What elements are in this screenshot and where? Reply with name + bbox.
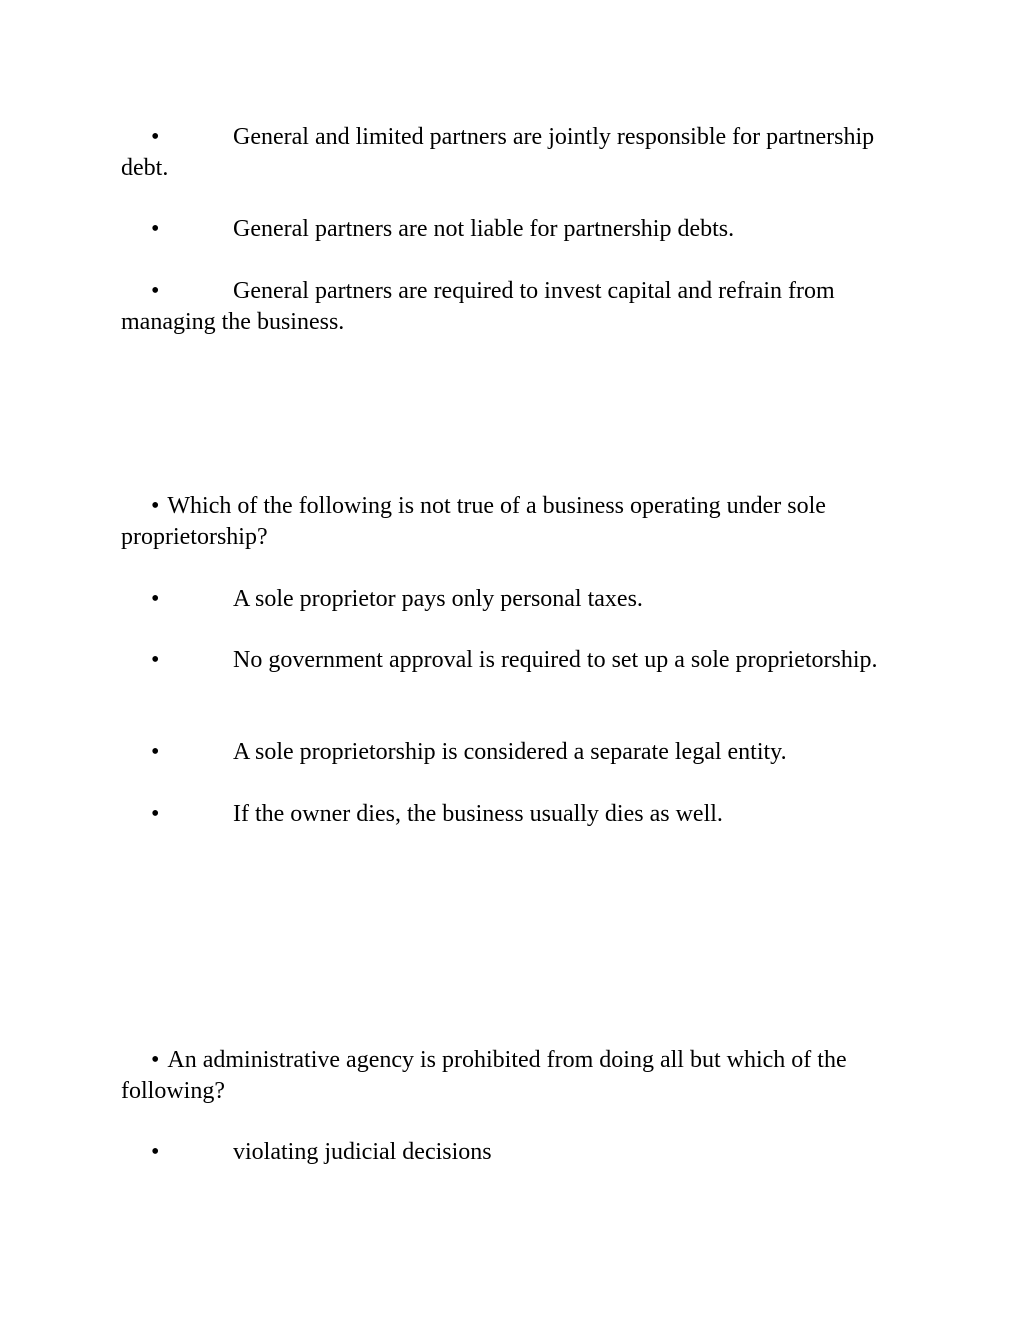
option-text: If the owner dies, the business usually dies as well. [233, 801, 723, 827]
option-text: General and limited partners are jointly responsible for partnership debt. [121, 124, 875, 181]
bullet: • [151, 1139, 160, 1165]
bullet: • [151, 739, 160, 765]
answer-option [121, 122, 911, 184]
option-text: A sole proprietor pays only personal taxes. [233, 586, 643, 612]
bullet: • [151, 647, 160, 673]
bullet: • [151, 493, 160, 519]
answer-option [121, 1137, 911, 1168]
option-text: A sole proprietorship is considered a separate legal entity. [233, 739, 787, 765]
question-body: An administrative agency is prohibited from doing all but which of the following? [121, 1047, 847, 1104]
bullet: • [151, 801, 160, 827]
bullet: • [151, 124, 160, 150]
answer-option [121, 214, 911, 245]
answer-option [121, 584, 911, 615]
question-text [121, 491, 911, 553]
bullet: • [151, 216, 160, 242]
answer-option [121, 645, 911, 676]
bullet: • [151, 278, 160, 304]
bullet: • [151, 1047, 160, 1073]
option-text: violating judicial decisions [233, 1139, 492, 1165]
question-body: Which of the following is not true of a business operating under sole proprietorship? [121, 493, 826, 550]
option-text: General partners are required to invest capital and refrain from managing the business. [121, 278, 835, 335]
option-text: No government approval is required to set up a sole proprietorship. [233, 647, 878, 673]
option-text: General partners are not liable for partnership debts. [233, 216, 735, 242]
answer-option [121, 799, 911, 830]
question-text [121, 1045, 911, 1107]
bullet: • [151, 586, 160, 612]
answer-option [121, 276, 911, 338]
answer-option [121, 737, 911, 768]
